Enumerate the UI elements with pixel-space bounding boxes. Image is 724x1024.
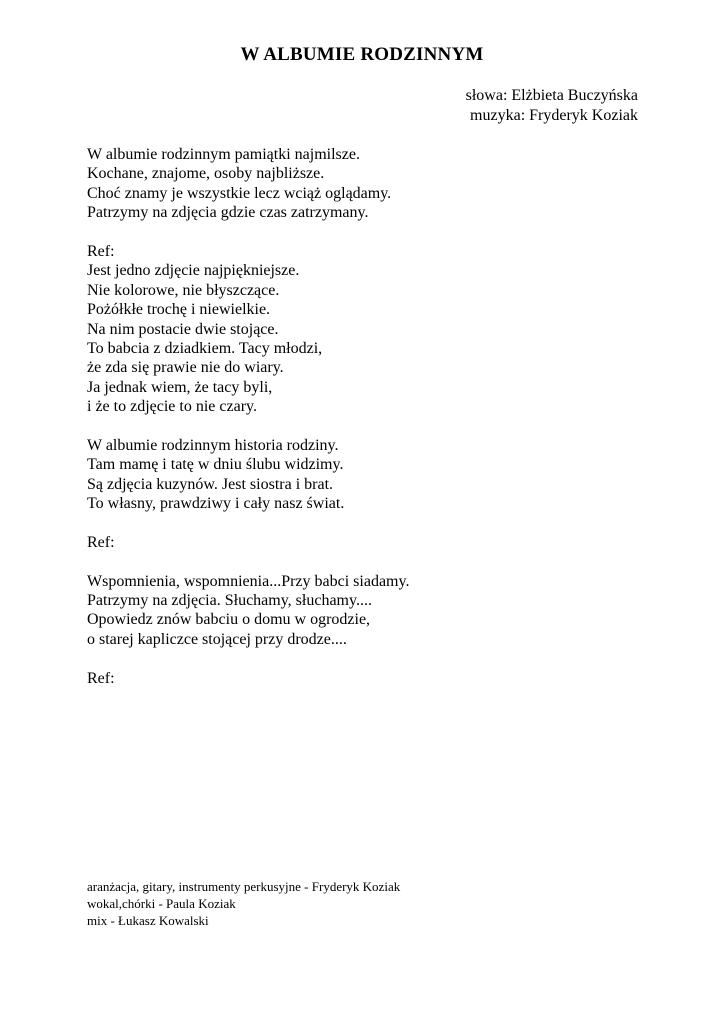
refrain-label: Ref: (87, 533, 115, 551)
lyric-line: Nie kolorowe, nie błyszczące. (87, 281, 280, 299)
arrangement-credit: aranżacja, gitary, instrumenty perkusyjne - Fryderyk Koziak (87, 879, 401, 894)
lyric-line: Patrzymy na zdjęcia. Słuchamy, słuchamy.... (87, 591, 372, 609)
stanza-2 (87, 436, 409, 514)
stanza-1 (87, 145, 409, 223)
vocals-credit: wokal,chórki - Paula Koziak (87, 896, 236, 911)
lyric-line: To babcia z dziadkiem. Tacy młodzi, (87, 339, 323, 357)
lyric-line: Pożółkłe trochę i niewielkie. (87, 301, 271, 319)
lyric-line: Choć znamy je wszystkie lecz wciąż oglądamy. (87, 184, 392, 202)
stanza-refrain (87, 242, 409, 417)
stanza-gap (87, 513, 409, 532)
stanza-gap (87, 552, 409, 571)
mix-credit: mix - Łukasz Kowalski (87, 913, 209, 928)
composer-credit: muzyka: Fryderyk Koziak (470, 106, 638, 124)
song-title: W ALBUMIE RODZINNYM (240, 44, 484, 65)
stanza-refrain-repeat-1 (87, 533, 409, 552)
refrain-label: Ref: (87, 242, 115, 260)
lyric-line: W albumie rodzinnym pamiątki najmilsze. (87, 146, 360, 163)
lyric-line: o starej kapliczce stojącej przy drodze.... (87, 630, 347, 648)
stanza-gap (87, 649, 409, 668)
stanza-gap (87, 416, 409, 435)
stanza-refrain-repeat-2 (87, 669, 409, 688)
lyric-line: Wspomnienia, wspomnienia...Przy babci siadamy. (87, 572, 410, 590)
lyric-line: Jest jedno zdjęcie najpiękniejsze. (87, 262, 300, 280)
production-credits (87, 878, 400, 929)
lyric-line: To własny, prawdziwy i cały nasz świat. (87, 495, 345, 513)
lyric-line: Ja jednak wiem, że tacy byli, (87, 378, 273, 396)
lyric-line: i że to zdjęcie to nie czary. (87, 398, 257, 416)
lyricist-credit: słowa: Elżbieta Buczyńska (465, 87, 638, 104)
stanza-3 (87, 572, 409, 650)
lyrics (87, 145, 409, 688)
lyric-line: W albumie rodzinnym historia rodziny. (87, 436, 339, 454)
lyric-line: że zda się prawie nie do wiary. (87, 359, 284, 377)
credits (466, 86, 638, 125)
lyric-line: Tam mamę i tatę w dniu ślubu widzimy. (87, 456, 344, 474)
refrain-label: Ref: (87, 669, 115, 687)
stanza-gap (87, 223, 409, 242)
lyric-line: Opowiedz znów babciu o domu w ogrodzie, (87, 611, 371, 629)
lyric-line: Na nim postacie dwie stojące. (87, 320, 279, 338)
lyric-line: Są zdjęcia kuzynów. Jest siostra i brat. (87, 475, 334, 493)
lyric-line: Patrzymy na zdjęcia gdzie czas zatrzymany. (87, 204, 369, 222)
lyric-line: Kochane, znajome, osoby najbliższe. (87, 165, 325, 183)
